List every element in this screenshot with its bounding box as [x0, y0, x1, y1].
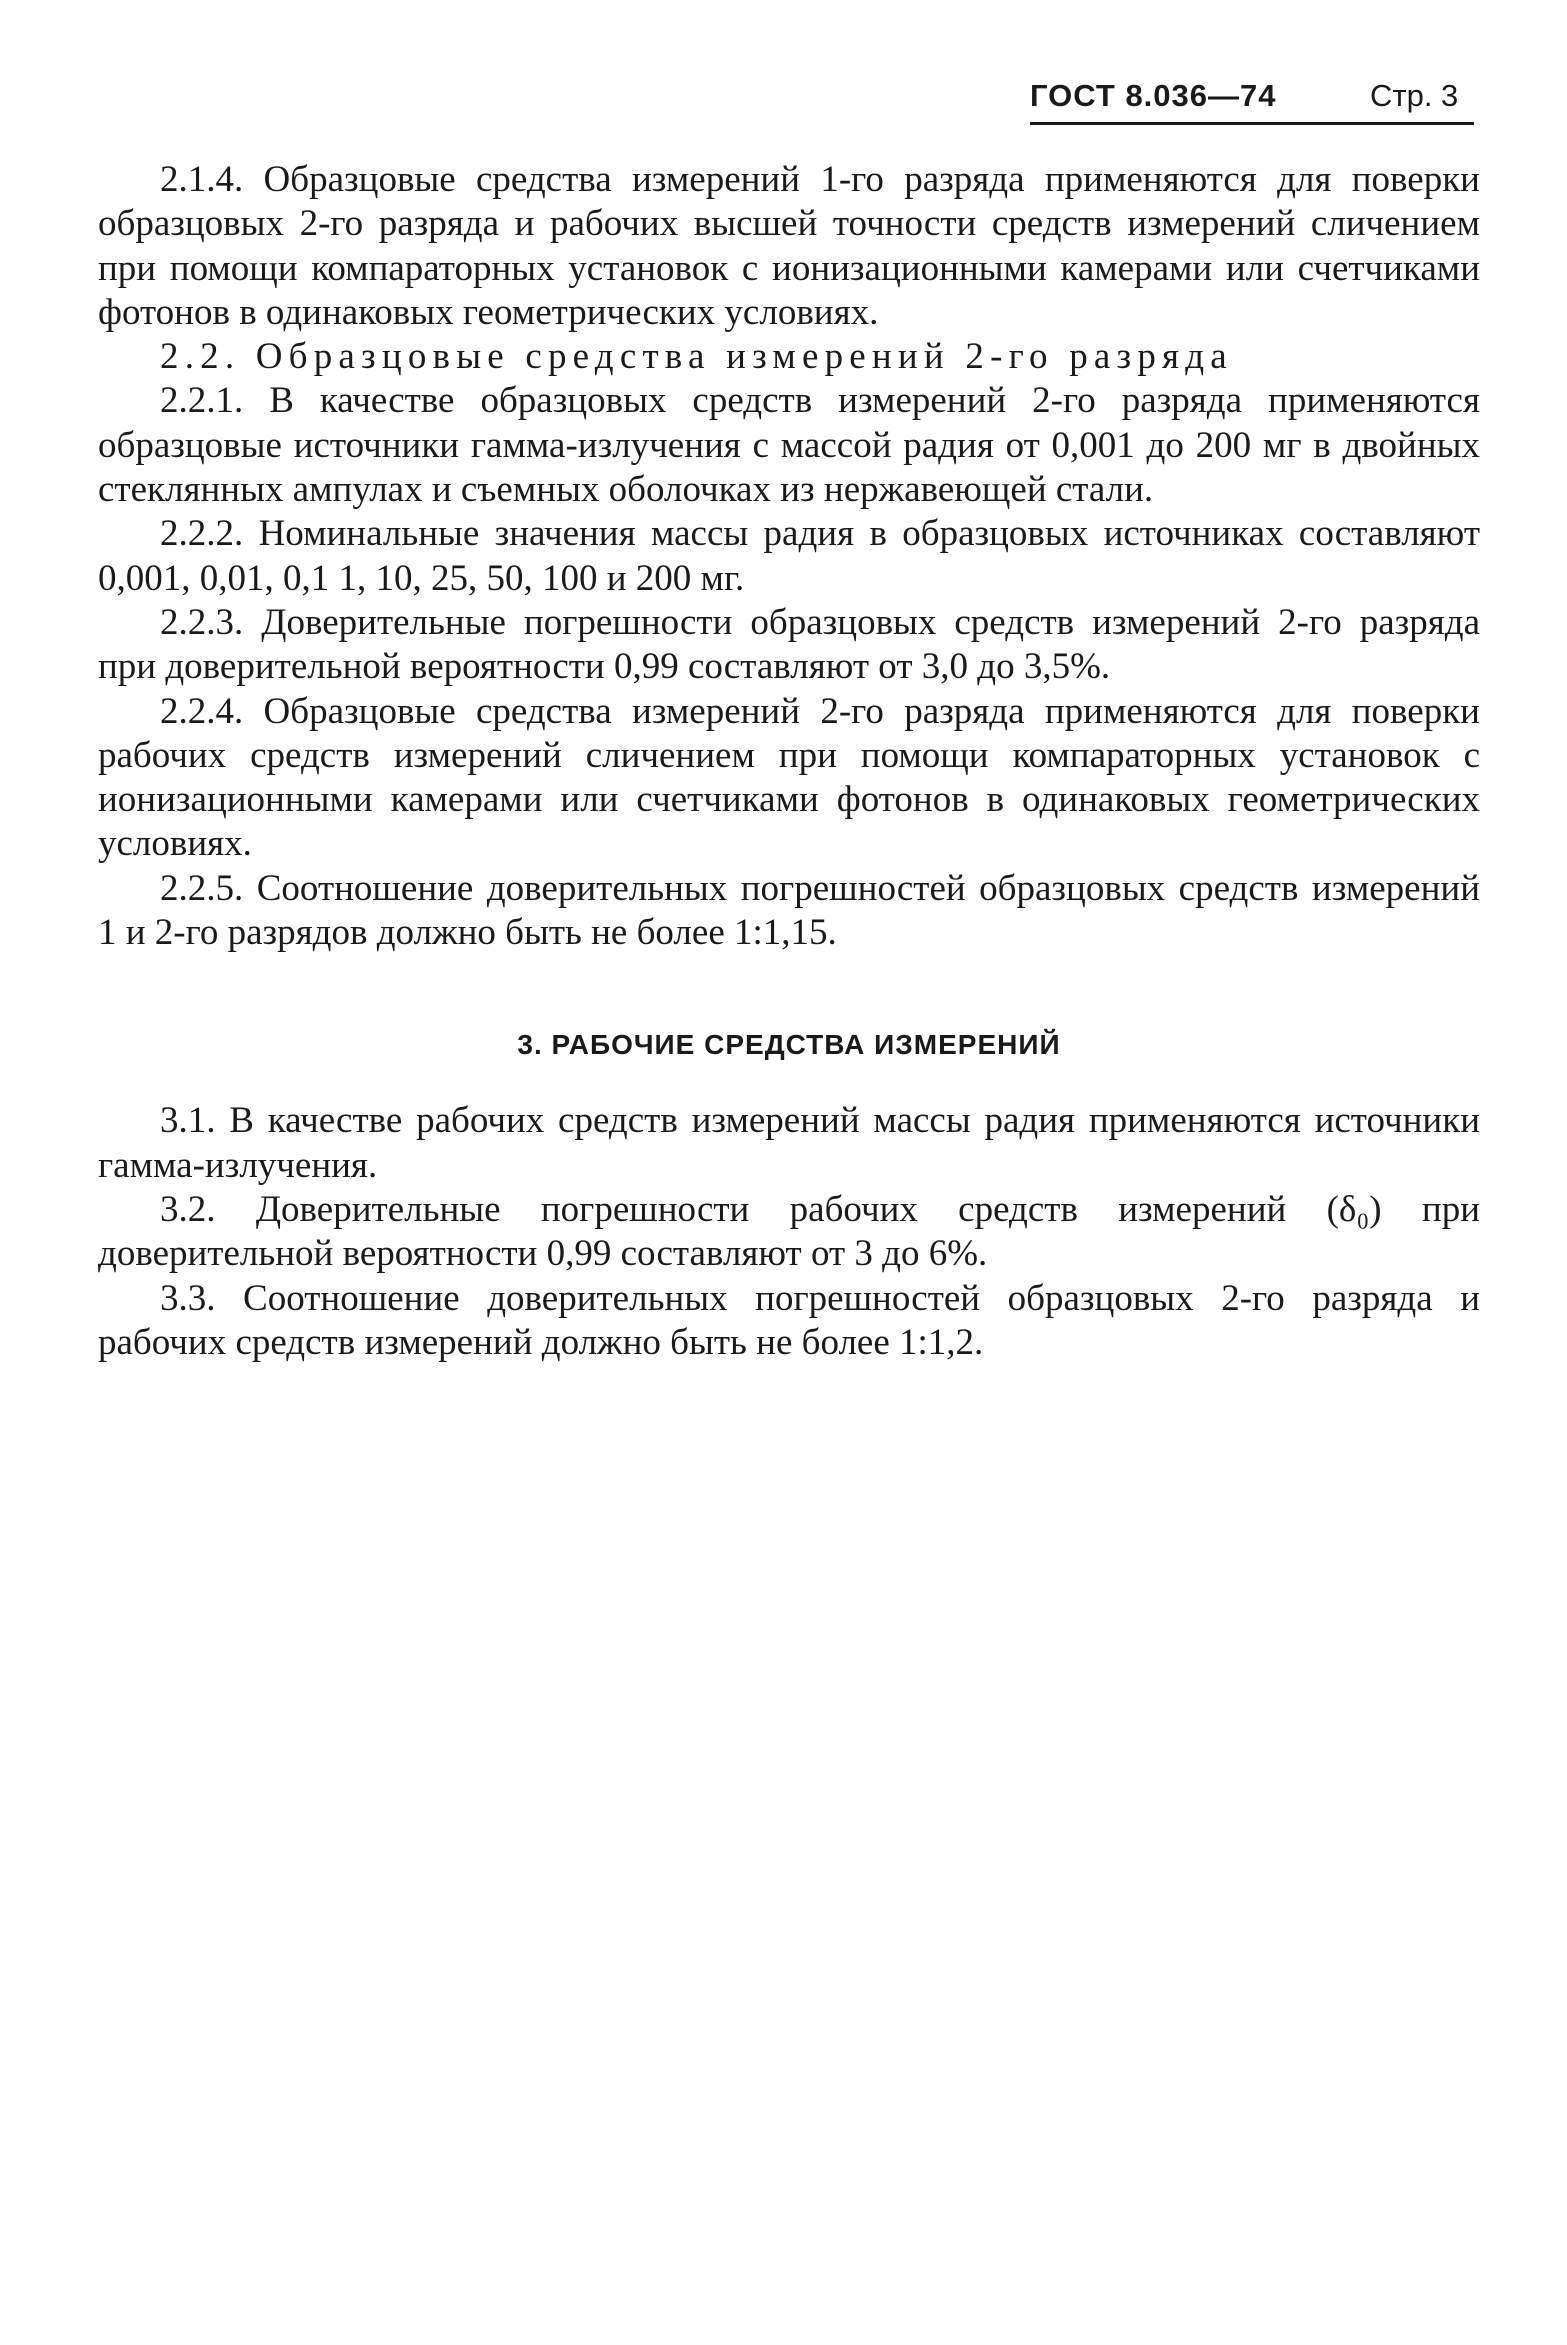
- paragraph-2-1-4: 2.1.4. Образцовые средства измерений 1-го разряда применяются для поверки образцовых 2-го разряда и рабочих высшей точности средств измерений сличением при помощи компараторных установок с ионизационными камерами или счетчиками фотонов в одинаковых геометрических условиях.: [98, 159, 1480, 333]
- paragraph-2-2-3: 2.2.3. Доверительные погрешности образцовых средств измерений 2-го разряда при доверительной вероятности 0,99 составляют от 3,0 до 3,5%.: [98, 601, 1480, 688]
- paragraph-2-2-2: 2.2.2. Номинальные значения массы радия в образцовых источниках составляют 0,001, 0,01, 0,1 1, 10, 25, 50, 100 и 200 мг.: [98, 513, 1480, 599]
- paragraph-2-2-5: 2.2.5. Соотношение доверительных погрешностей образцовых средств измерений 1 и 2-го разрядов должно быть не более 1:1,15.: [98, 867, 1480, 954]
- paragraph-2-2-1: 2.2.1. В качестве образцовых средств измерений 2-го разряда применяются образцовые источники гамма-излучения с массой радия от 0,001 до 200 мг в двойных стеклянных ампулах и съемных оболочках из нержавеющей стали.: [98, 380, 1480, 511]
- section-title-3: 3. РАБОЧИЕ СРЕДСТВА ИЗМЕРЕНИЙ: [517, 1029, 1061, 1061]
- document-body: [98, 158, 1480, 1365]
- paragraph-3-1: 3.1. В качестве рабочих средств измерений массы радия применяются источники гамма-излучения.: [98, 1100, 1480, 1186]
- standard-number: ГОСТ 8.036—74: [1030, 78, 1277, 113]
- paragraph-2-2-4: 2.2.4. Образцовые средства измерений 2-го разряда применяются для поверки рабочих средств измерений сличением при помощи компараторных установок с ионизационными камерами или счетчиками фотонов в одинаковых геометрических условиях.: [98, 690, 1480, 865]
- paragraph-3-3: 3.3. Соотношение доверительных погрешностей образцовых 2-го разряда и рабочих средств измерений должно быть не более 1:1,2.: [98, 1277, 1480, 1363]
- page-number: Стр. 3: [1370, 78, 1459, 113]
- header-rule: [1030, 122, 1474, 125]
- page-header: [1030, 78, 1480, 128]
- paragraph-3-2: 3.2. Доверительные погрешности рабочих средств измерений (δ₀) при доверительной вероятности 0,99 составляют от 3 до 6%.: [98, 1188, 1480, 1275]
- subsection-heading-2-2: 2.2. Образцовые средства измерений 2-го разряда: [160, 336, 1233, 378]
